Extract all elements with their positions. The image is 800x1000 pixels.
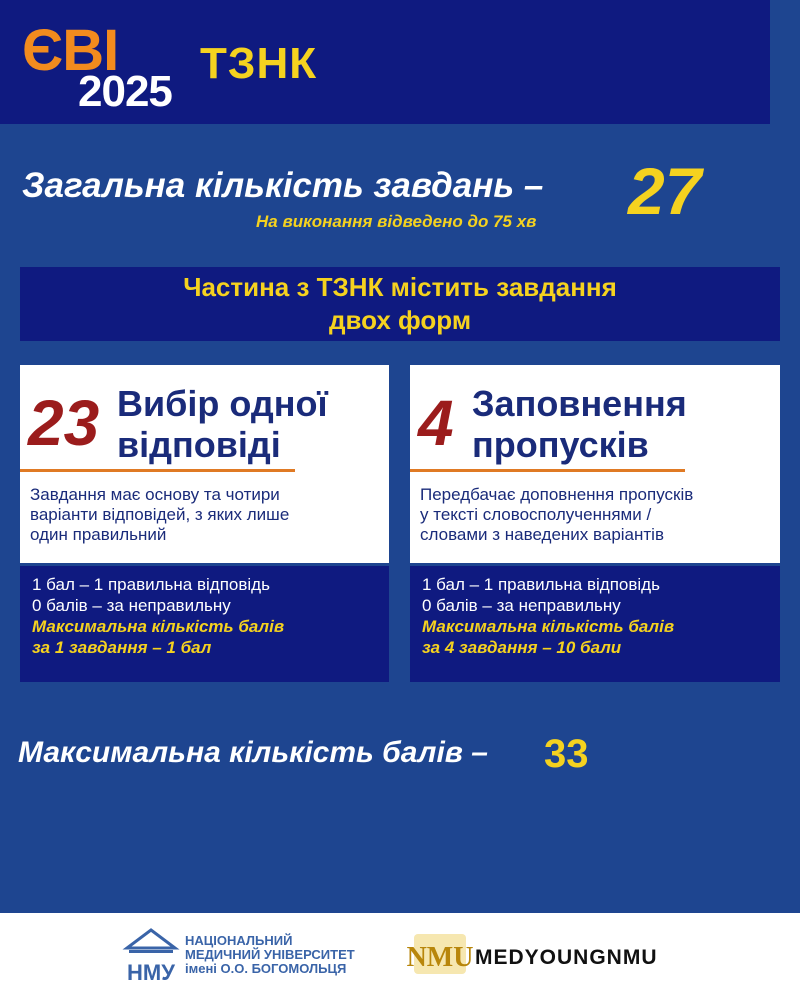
- logo-year: 2025: [78, 67, 172, 116]
- card-fill-gaps-scoring: [410, 566, 780, 682]
- task-forms-line1: Частина з ТЗНК містить завдання: [183, 272, 617, 302]
- total-tasks-value: 27: [628, 154, 702, 228]
- card-divider: [410, 469, 685, 472]
- evi-logo: ЄВІ: [22, 18, 119, 83]
- card-number: 4: [418, 387, 454, 459]
- card-title-line2: відповіді: [117, 424, 281, 465]
- max-score-label: Максимальна кількість балів –: [18, 736, 488, 769]
- university-logo-letters: НМУ: [127, 960, 175, 985]
- medyoung-brand: MEDYOUNGNMU: [475, 946, 658, 969]
- subject-title: ТЗНК: [200, 39, 318, 88]
- task-forms-line2: двох форм: [328, 305, 472, 335]
- scoring-text: 1 бал – 1 правильна відповідь 0 балів – за неправильну Максимальна кількість балів за 1 завдання – 1 бал: [32, 575, 285, 657]
- card-description: Завдання має основу та чотири варіанти відповідей, з яких лише один правильний: [30, 485, 290, 544]
- university-logo-icon: [125, 928, 177, 984]
- time-note: На виконання відведено до 75 хв: [256, 212, 537, 231]
- card-single-choice: [20, 365, 389, 563]
- card-fill-gaps: [410, 365, 780, 563]
- total-tasks-label: Загальна кількість завдань –: [22, 166, 544, 205]
- card-divider: [20, 469, 295, 472]
- card-single-choice-scoring: [20, 566, 389, 682]
- card-title-line2: пропусків: [472, 424, 649, 465]
- footer: [0, 913, 800, 1000]
- task-forms-banner: [20, 267, 780, 341]
- card-description: Передбачає доповнення пропусків у тексті словосполученнями / словами з наведених варіантів: [420, 485, 694, 544]
- card-number: 23: [28, 387, 100, 459]
- medyoung-logo-icon: [406, 928, 474, 980]
- university-name: НАЦІОНАЛЬНИЙ МЕДИЧНИЙ УНІВЕРСИТЕТ імені О.О. БОГОМОЛЬЦЯ: [185, 933, 355, 976]
- card-title-line1: Вибір одної: [117, 383, 328, 424]
- card-title-line1: Заповнення: [472, 383, 687, 424]
- medyoung-logo-letters: NMU: [406, 942, 474, 973]
- scoring-text: 1 бал – 1 правильна відповідь 0 балів – за неправильну Максимальна кількість балів за 4 завдання – 10 бали: [422, 575, 675, 657]
- max-score-value: 33: [544, 732, 589, 776]
